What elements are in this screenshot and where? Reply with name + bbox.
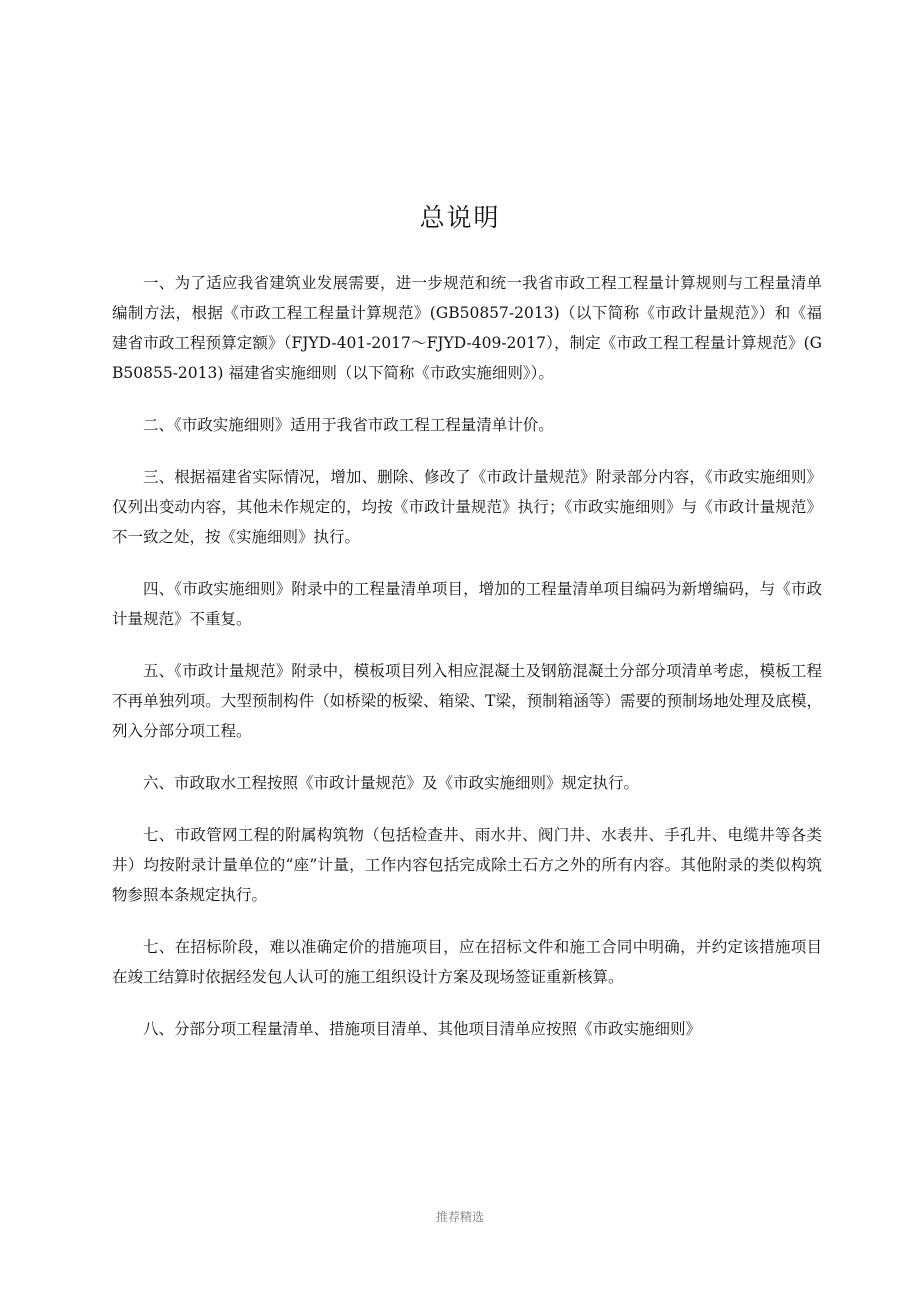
paragraph-2: 二、《市政实施细则》适用于我省市政工程工程量清单计价。 [143,416,554,434]
page-title: 总说明 [419,203,501,232]
paragraph-3: 三、根据福建省实际情况，增加、删除、修改了《市政计量规范》附录部分内容，《市政实施细则》仅列出变动内容，其他未作规定的，均按《市政计量规范》执行；《市政实施细则》与《市政计量规范》不一致之处，按《实施细则》执行。 [112,468,822,546]
paragraph-1: 一、为了适应我省建筑业发展需要，进一步规范和统一我省市政工程工程量计算规则与工程量清单编制方法，根据《市政工程工程量计算规范》(GB50857-2013)（以下简称《市政计量规范》）和《福建省市政工程预算定额》（FJYD-401-2017～FJYD-409-2017），制定《市政工程工程量计算规范》(GB50855-2013) 福建省实施细则（以下简称《市政实施细则》）。 [112,274,822,382]
document-body [112,268,822,1066]
page-footer: 推荐精选 [435,1210,484,1224]
paragraph-5: 五、《市政计量规范》附录中，模板项目列入相应混凝土及钢筋混凝土分部分项清单考虑，模板工程不再单独列项。大型预制构件（如桥梁的板梁、箱梁、T梁，预制箱涵等）需要的预制场地处理及底模，列入分部分项工程。 [112,662,822,740]
paragraph-8: 七、在招标阶段，难以准确定价的措施项目，应在招标文件和施工合同中明确，并约定该措施项目在竣工结算时依据经发包人认可的施工组织设计方案及现场签证重新核算。 [112,938,822,986]
paragraph-9: 八、分部分项工程量清单、措施项目清单、其他项目清单应按照《市政实施细则》 [143,1020,702,1038]
paragraph-4: 四、《市政实施细则》附录中的工程量清单项目，增加的工程量清单项目编码为新增编码，与《市政计量规范》不重复。 [112,580,822,628]
paragraph-6: 六、市政取水工程按照《市政计量规范》及《市政实施细则》规定执行。 [143,774,640,792]
paragraph-7: 七、市政管网工程的附属构筑物（包括检查井、雨水井、阀门井、水表井、手孔井、电缆井等各类井）均按附录计量单位的“座”计量，工作内容包括完成除土石方之外的所有内容。其他附录的类似构筑物参照本条规定执行。 [112,826,822,904]
